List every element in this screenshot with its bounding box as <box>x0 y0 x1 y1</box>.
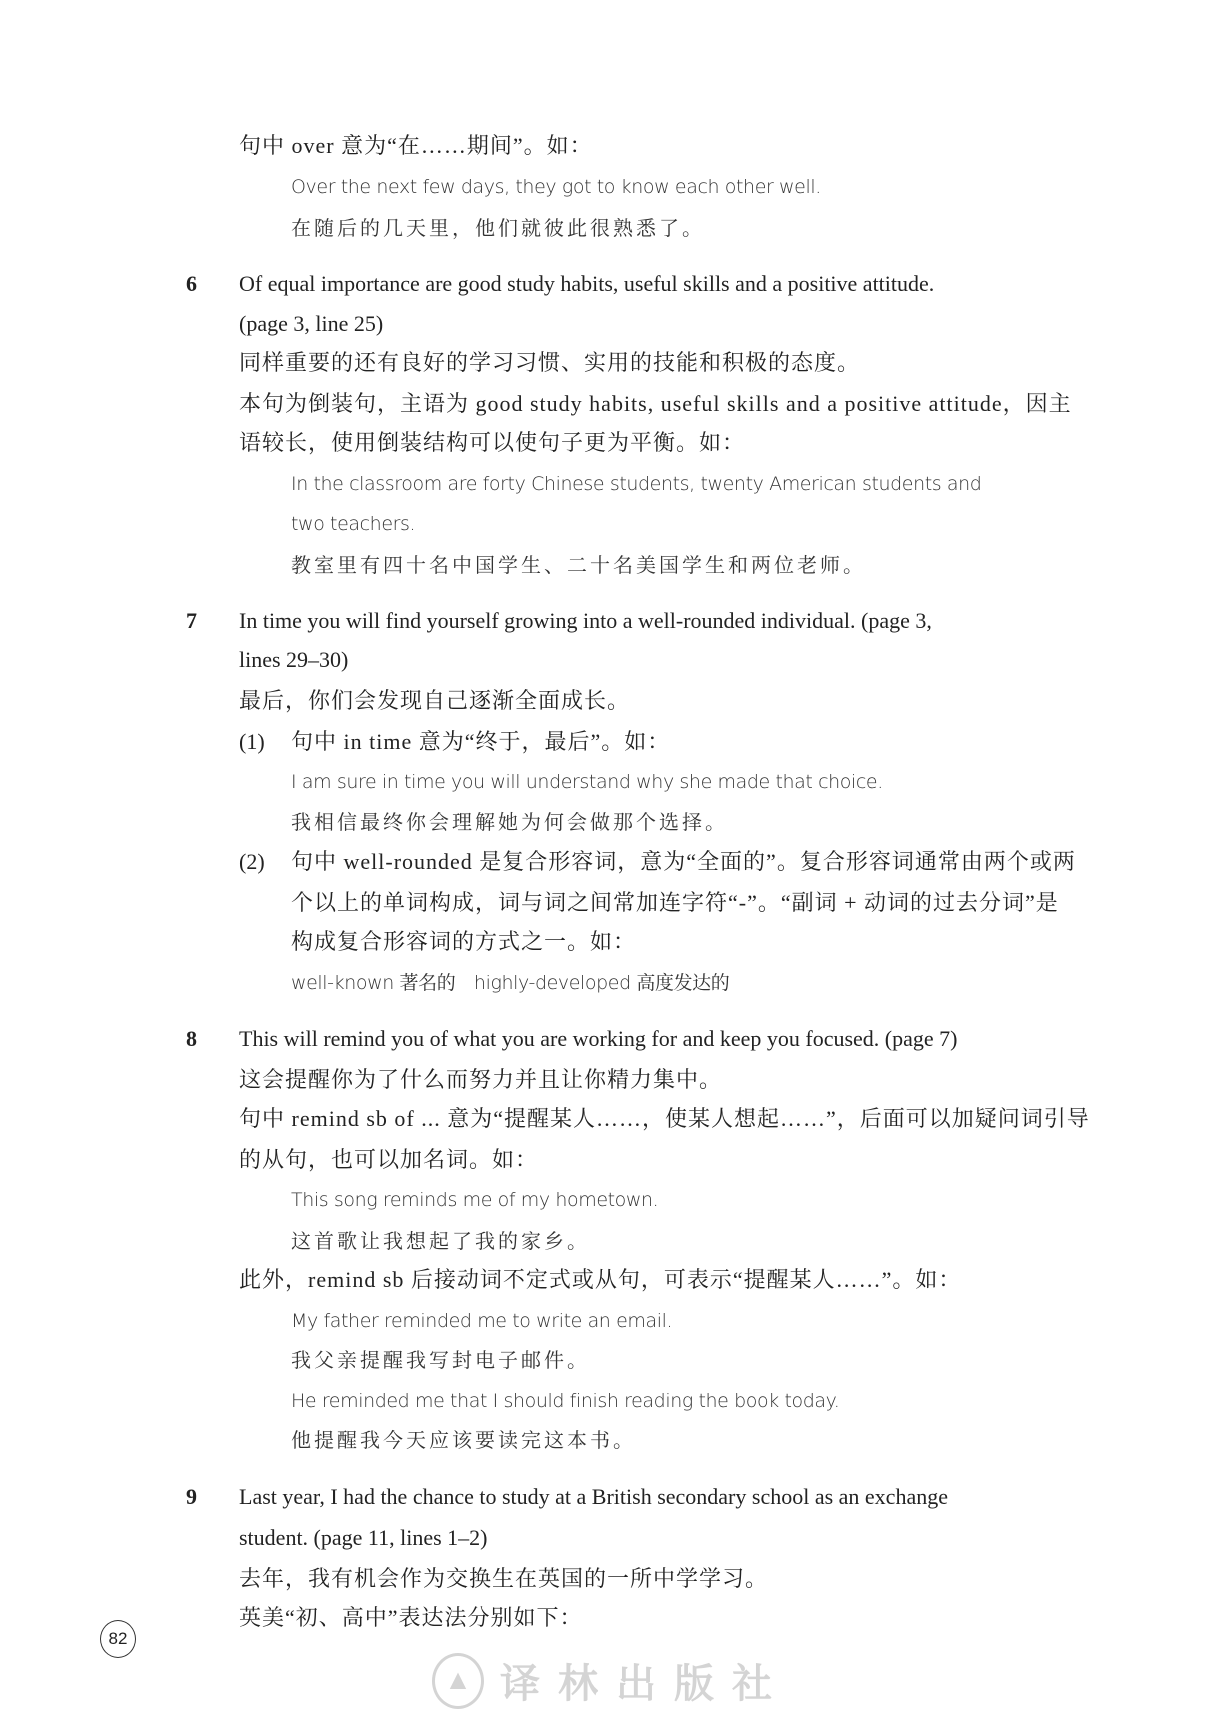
text-line: 句中 in time 意为“终于，最后”。如： <box>291 729 671 754</box>
text-line: 此外，remind sb 后接动词不定式或从句，可表示“提醒某人……”。如： <box>239 1267 962 1292</box>
item-number: 7 <box>186 608 197 633</box>
example-sentence: This song reminds me of my hometown. <box>291 1189 659 1211</box>
text-line: 这会提醒你为了什么而努力并且让你精力集中。 <box>239 1067 723 1092</box>
page-number: 82 <box>100 1620 136 1658</box>
text-line: 句中 over 意为“在……期间”。如： <box>239 133 593 158</box>
example-translation: 他提醒我今天应该要读完这本书。 <box>291 1428 636 1452</box>
text-line: 句中 remind sb of ... 意为“提醒某人……，使某人想起……”，后面可以加疑问词引导 <box>239 1106 1090 1131</box>
text-line: 的从句，也可以加名词。如： <box>239 1147 539 1172</box>
example-sentence: Over the next few days, they got to know each other well. <box>291 176 821 198</box>
example-sentence: My father reminded me to write an email. <box>291 1310 673 1332</box>
tree-logo-icon: ▲ <box>432 1653 484 1709</box>
text-line: 构成复合形容词的方式之一。如： <box>291 929 637 954</box>
text-line: student. (page 11, lines 1–2) <box>239 1525 488 1550</box>
example-sentence: two teachers. <box>291 513 416 535</box>
text-line: 去年，我有机会作为交换生在英国的一所中学学习。 <box>239 1566 769 1591</box>
text-line: 英美“初、高中”表达法分别如下： <box>239 1605 583 1630</box>
text-line: 句中 well-rounded 是复合形容词，意为“全面的”。复合形容词通常由两个或两 <box>291 849 1076 874</box>
text-line: Of equal importance are good study habits, useful skills and a positive attitude. <box>239 271 935 296</box>
text-line: 本句为倒装句，主语为 good study habits, useful skills and a positive attitude，因主 <box>239 391 1072 416</box>
sub-point-marker: (1) <box>239 729 265 754</box>
sub-point-marker: (2) <box>239 849 265 874</box>
text-line: In time you will find yourself growing into a well-rounded individual. (page 3, <box>239 608 932 633</box>
watermark-text: 译林出版社 <box>500 1660 790 1707</box>
text-line: lines 29–30) <box>239 647 349 672</box>
example-translation: 教室里有四十名中国学生、二十名美国学生和两位老师。 <box>291 553 866 577</box>
item-number: 6 <box>186 271 197 296</box>
example-translation: 在随后的几天里，他们就彼此很熟悉了。 <box>291 216 705 240</box>
example-sentence: well-known 著名的 highly-developed 高度发达的 <box>291 972 730 994</box>
example-translation: 这首歌让我想起了我的家乡。 <box>291 1229 590 1253</box>
publisher-watermark <box>432 1652 790 1709</box>
text-line: (page 3, line 25) <box>239 311 384 336</box>
text-line: 个以上的单词构成，词与词之间常加连字符“-”。“副词 + 动词的过去分词”是 <box>291 890 1059 915</box>
example-sentence: In the classroom are forty Chinese students, twenty American students and <box>291 473 982 495</box>
item-number: 9 <box>186 1484 197 1509</box>
example-translation: 我相信最终你会理解她为何会做那个选择。 <box>291 810 728 834</box>
text-line: 语较长，使用倒装结构可以使句子更为平衡。如： <box>239 430 746 455</box>
text-line: Last year, I had the chance to study at a British secondary school as an exchange <box>239 1484 948 1509</box>
text-line: 最后，你们会发现自己逐渐全面成长。 <box>239 688 631 713</box>
example-sentence: He reminded me that I should finish reading the book today. <box>291 1390 840 1412</box>
text-line: 同样重要的还有良好的学习习惯、实用的技能和积极的态度。 <box>239 350 861 375</box>
example-sentence: I am sure in time you will understand why she made that choice. <box>291 771 883 793</box>
text-line: This will remind you of what you are working for and keep you focused. (page 7) <box>239 1026 958 1051</box>
item-number: 8 <box>186 1026 197 1051</box>
example-translation: 我父亲提醒我写封电子邮件。 <box>291 1348 590 1372</box>
